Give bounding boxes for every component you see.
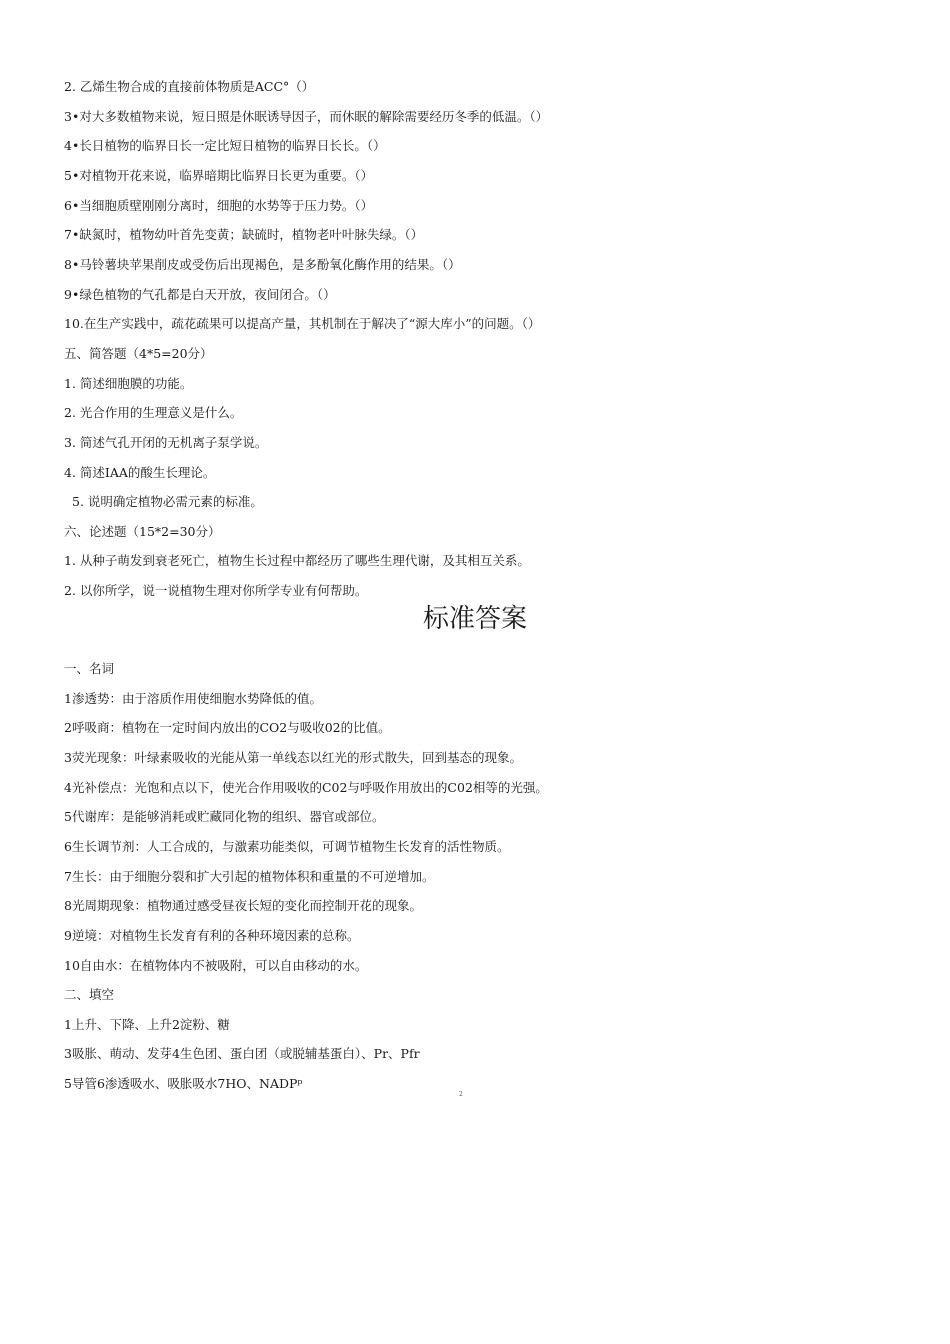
tf-item-8: 8•马铃薯块苹果削皮或受伤后出现褐色，是多酚氧化酶作用的结果。（） — [64, 257, 461, 272]
essay-item-1: 1. 从种子萌发到衰老死亡，植物生长过程中都经历了哪些生理代谢，及其相互关系。 — [64, 553, 530, 568]
fill-answer-1: 1上升、下降、上升2淀粉、糖 — [64, 1017, 230, 1032]
tf-item-6: 6•当细胞质壁刚刚分离时，细胞的水势等于压力势。（） — [64, 198, 374, 213]
short-answer-item-5: 5. 说明确定植物必需元素的标准。 — [72, 494, 263, 509]
term-answer-7: 7生长：由于细胞分裂和扩大引起的植物体积和重量的不可逆增加。 — [64, 869, 435, 884]
term-answer-2: 2呼吸商：植物在一定时间内放出的CO2与吸收02的比值。 — [64, 720, 391, 735]
term-answer-5: 5代谢库：是能够消耗或贮藏同化物的组织、器官或部位。 — [64, 809, 385, 824]
tf-item-9: 9•绿色植物的气孔都是白天开放，夜间闭合。（） — [64, 287, 336, 302]
term-answer-10: 10自由水：在植物体内不被吸附，可以自由移动的水。 — [64, 958, 368, 973]
term-answer-4: 4光补偿点：光饱和点以下，使光合作用吸收的C02与呼吸作用放出的C02相等的光强。 — [64, 780, 548, 795]
term-answer-8: 8光周期现象：植物通过感受昼夜长短的变化而控制开花的现象。 — [64, 898, 422, 913]
short-answer-item-2: 2. 光合作用的生理意义是什么。 — [64, 405, 243, 420]
term-answer-6: 6生长调节剂：人工合成的，与激素功能类似，可调节植物生长发育的活性物质。 — [64, 839, 510, 854]
short-answer-item-3: 3. 简述气孔开闭的无机离子泵学说。 — [64, 435, 268, 450]
tf-item-2: 2. 乙烯生物合成的直接前体物质是ACC°（） — [64, 79, 315, 94]
fill-answer-2: 3吸胀、萌动、发芽4生色团、蛋白团（或脱辅基蛋白）、Pr、Pfr — [64, 1046, 420, 1061]
short-answer-item-1: 1. 简述细胞膜的功能。 — [64, 376, 193, 391]
fill-answer-3: 5导管6渗透吸水、吸胀吸水7HO、NADPᵖ — [64, 1076, 303, 1091]
essay-item-2: 2. 以你所学，说一说植物生理对你所学专业有何帮助。 — [64, 583, 368, 598]
term-answer-1: 1渗透势：由于溶质作用使细胞水势降低的值。 — [64, 691, 322, 706]
tf-item-10: 10.在生产实践中，疏花疏果可以提高产量，其机制在于解决了“源大库小”的问题。（） — [64, 316, 541, 331]
tf-item-3: 3•对大多数植物来说，短日照是休眠诱导因子，而休眠的解除需要经历冬季的低温。（） — [64, 109, 549, 124]
short-answer-heading: 五、简答题（4*5=20分） — [64, 346, 213, 361]
terms-heading: 一、名词 — [64, 661, 115, 676]
term-answer-9: 9逆境：对植物生长发育有利的各种环境因素的总称。 — [64, 928, 360, 943]
tf-item-5: 5•对植物开花来说，临界暗期比临界日长更为重要。（） — [64, 168, 374, 183]
tf-item-7: 7•缺氮时，植物幼叶首先变黄；缺硫时，植物老叶叶脉失绿。（） — [64, 227, 424, 242]
essay-heading: 六、论述题（15*2=30分） — [64, 524, 221, 539]
short-answer-item-4: 4. 简述IAA的酸生长理论。 — [64, 465, 216, 480]
page-number: 2 — [459, 1091, 463, 1098]
fill-heading: 二、填空 — [64, 987, 115, 1002]
tf-item-4: 4•长日植物的临界日长一定比短日植物的临界日长长。（） — [64, 138, 386, 153]
answers-title: 标准答案 — [422, 604, 527, 634]
term-answer-3: 3荧光现象：叶绿素吸收的光能从第一单线态以红光的形式散失，回到基态的现象。 — [64, 750, 522, 765]
